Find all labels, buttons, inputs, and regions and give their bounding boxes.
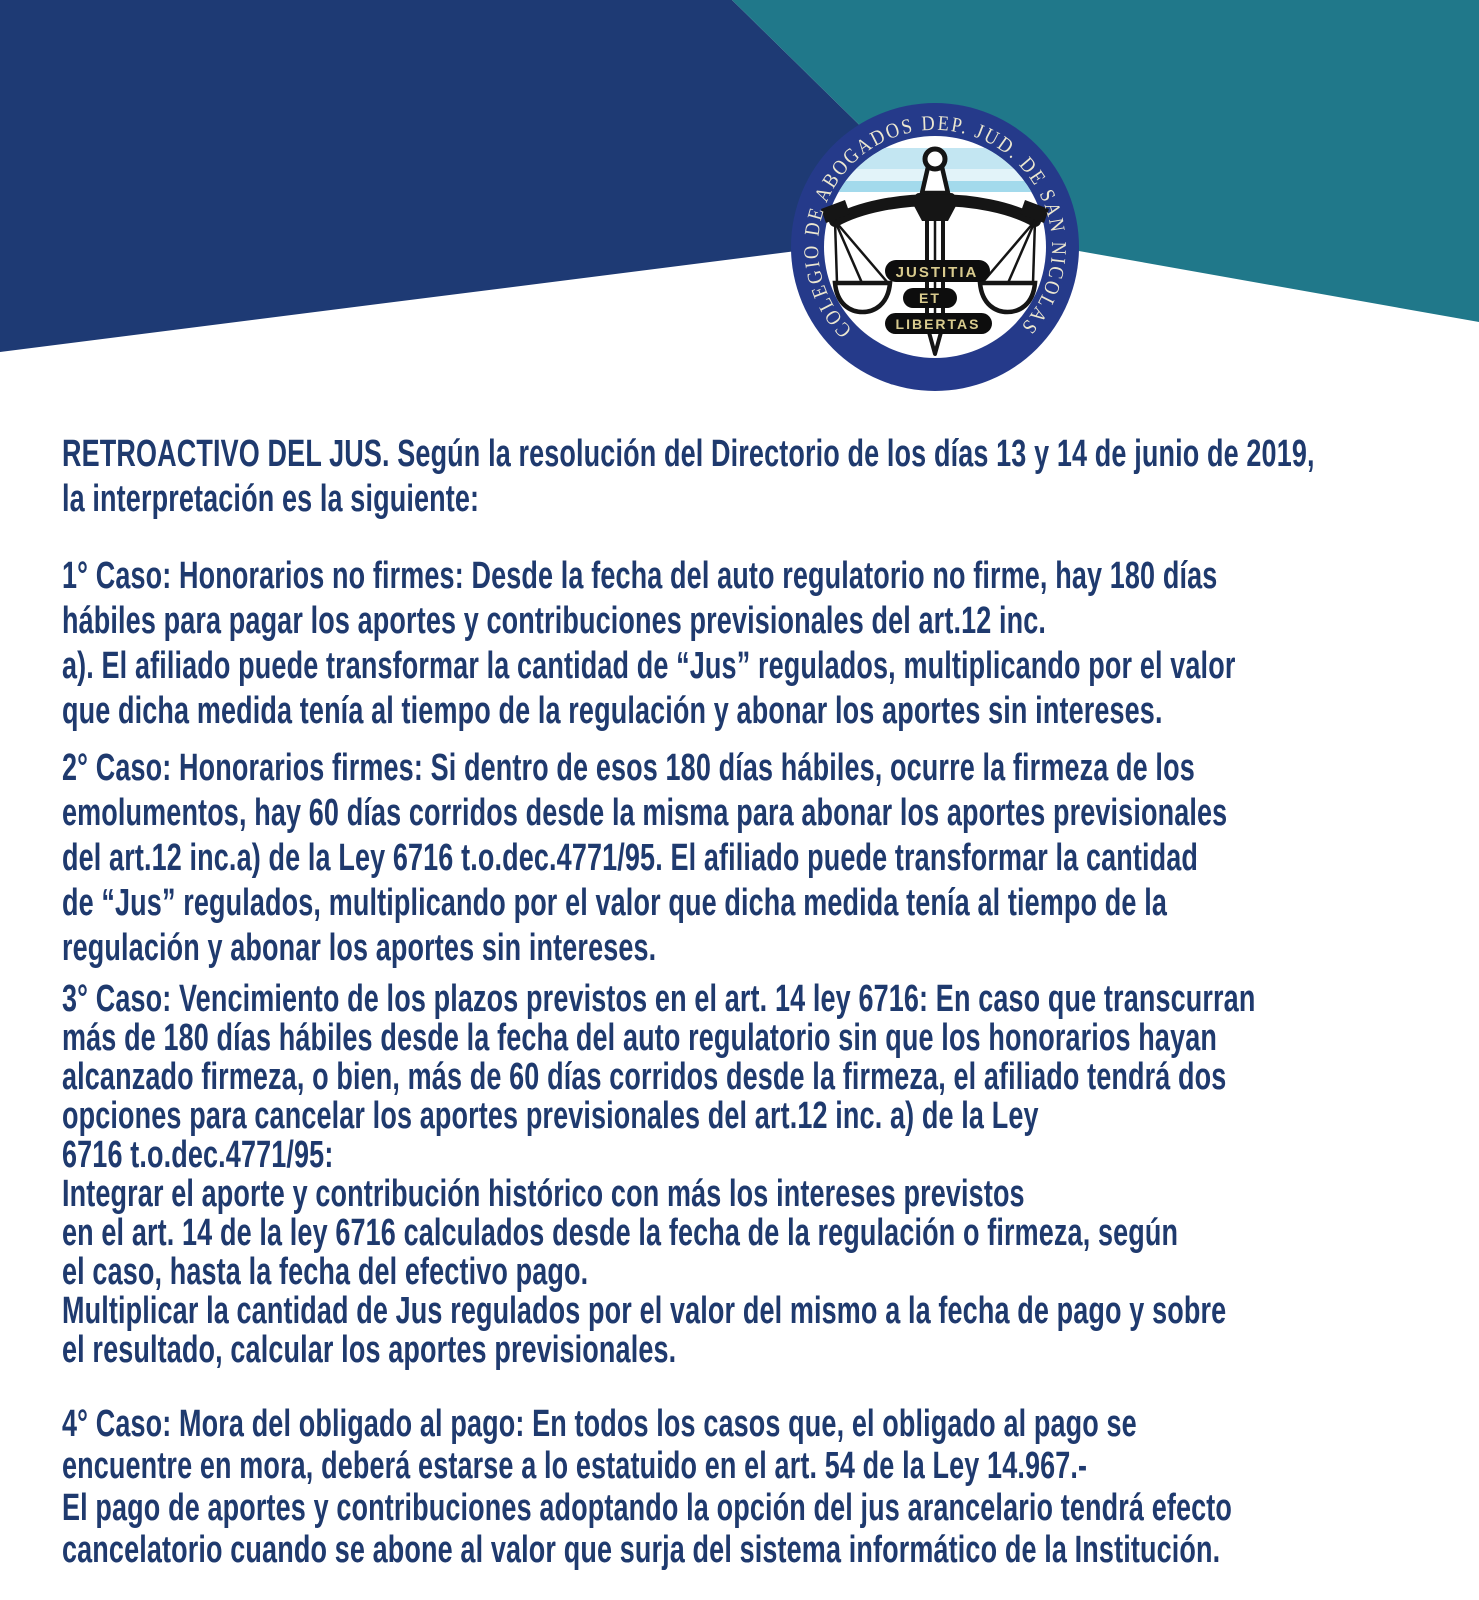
text-line: 2° Caso: Honorarios firmes: Si dentro de esos 180 días hábiles, ocurre la firmeza de los	[62, 747, 1195, 789]
text-line: alcanzado firmeza, o bien, más de 60 días corridos desde la firmeza, el afiliado tendrá dos	[62, 1056, 1227, 1098]
navy-wedge	[0, 0, 890, 352]
text-line: 4° Caso: Mora del obligado al pago: En todos los casos que, el obligado al pago se	[62, 1403, 1137, 1445]
bar-association-seal	[785, 97, 1085, 397]
text-line: del art.12 inc.a) de la Ley 6716 t.o.dec.4771/95. El afiliado puede transformar la cantidad	[62, 837, 1199, 879]
text-line: cancelatorio cuando se abone al valor que surja del sistema informático de la Institución.	[62, 1529, 1221, 1571]
motto-text-justitia: JUSTITIA	[895, 264, 979, 281]
motto-text-libertas: LIBERTAS	[895, 316, 981, 332]
header-banner	[0, 0, 1479, 420]
motto-text-et: ET	[919, 290, 941, 306]
text-line: 6716 t.o.dec.4771/95:	[62, 1134, 334, 1176]
text-line: opciones para cancelar los aportes previsionales del art.12 inc. a) de la Ley	[62, 1095, 1039, 1137]
text-line: regulación y abonar los aportes sin intereses.	[62, 927, 657, 969]
text-line: 1° Caso: Honorarios no firmes: Desde la fecha del auto regulatorio no firme, hay 180 días	[62, 555, 1218, 597]
text-line: la interpretación es la siguiente:	[62, 478, 480, 520]
paragraph-intro	[62, 432, 1315, 522]
text-line: RETROACTIVO DEL JUS. Según la resolución del Directorio de los días 13 y 14 de junio de 2019,	[62, 433, 1315, 475]
text-line: que dicha medida tenía al tiempo de la regulación y abonar los aportes sin intereses.	[62, 690, 1163, 732]
text-line: más de 180 días hábiles desde la fecha del auto regulatorio sin que los honorarios hayan	[62, 1017, 1218, 1059]
paragraph-caso-1	[62, 554, 1235, 734]
text-line: 3° Caso: Vencimiento de los plazos previstos en el art. 14 ley 6716: En caso que transcurran	[62, 978, 1256, 1020]
text-line: encuentre en mora, deberá estarse a lo estatuido en el art. 54 de la Ley 14.967.-	[62, 1445, 1088, 1487]
text-line: emolumentos, hay 60 días corridos desde la misma para abonar los aportes previsionales	[62, 792, 1228, 834]
paragraph-caso-3	[62, 980, 1255, 1370]
text-line: Integrar el aporte y contribución histórico con más los intereses previstos	[62, 1173, 1025, 1215]
text-line: Multiplicar la cantidad de Jus regulados por el valor del mismo a la fecha de pago y sobre	[62, 1290, 1227, 1332]
text-line: a). El afiliado puede transformar la cantidad de “Jus” regulados, multiplicando por el valor	[62, 645, 1236, 687]
text-line: de “Jus” regulados, multiplicando por el valor que dicha medida tenía al tiempo de la	[62, 882, 1168, 924]
text-line: El pago de aportes y contribuciones adoptando la opción del jus arancelario tendrá efecto	[62, 1487, 1233, 1529]
paragraph-caso-2	[62, 746, 1227, 971]
text-line: hábiles para pagar los aportes y contribuciones previsionales del art.12 inc.	[62, 600, 1047, 642]
text-line: el caso, hasta la fecha del efectivo pago.	[62, 1251, 589, 1293]
seal-ring-text: COLEGIO DE ABOGADOS DEP. JUD. DE SAN NICOLAS	[798, 110, 1072, 343]
text-line: el resultado, calcular los aportes previsionales.	[62, 1329, 677, 1371]
paragraph-caso-4	[62, 1403, 1232, 1571]
text-line: en el art. 14 de la ley 6716 calculados desde la fecha de la regulación o firmeza, según	[62, 1212, 1179, 1254]
